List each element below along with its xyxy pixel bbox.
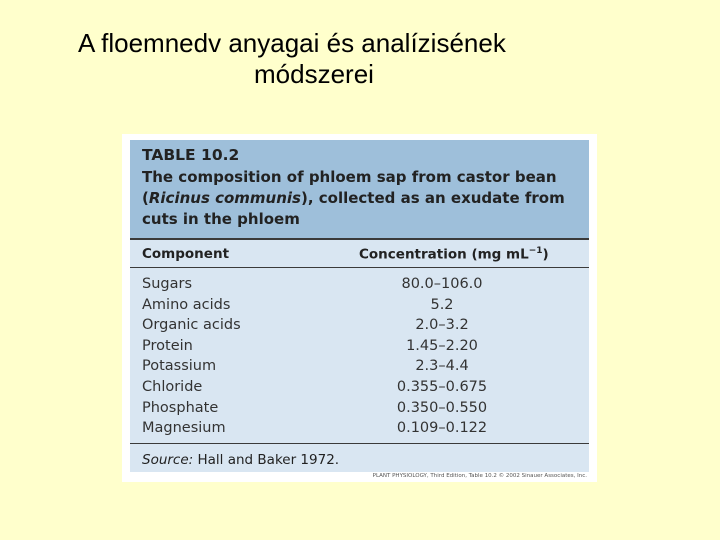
table-bottom-rule <box>130 443 589 444</box>
column-header-component: Component <box>142 246 230 262</box>
table-row <box>130 317 589 338</box>
concentration-label-close: ) <box>542 246 549 263</box>
publisher-credit: PLANT PHYSIOLOGY, Third Edition, Table 10.2 © 2002 Sinauer Associates, Inc. <box>372 473 587 479</box>
concentration-cell: 0.355–0.675 <box>396 378 488 395</box>
table-number: TABLE 10.2 <box>142 146 240 164</box>
concentration-exponent: −1 <box>528 246 543 256</box>
caption-text-start: The composition of phloem sap from castor bean ( <box>142 168 557 207</box>
concentration-cell: 0.109–0.122 <box>396 420 488 437</box>
source-text: Hall and Baker 1972. <box>193 452 340 468</box>
concentration-cell: 1.45–2.20 <box>406 337 478 354</box>
concentration-cell: 2.0–3.2 <box>415 317 469 334</box>
concentration-cell: 80.0–106.0 <box>401 276 483 292</box>
caption-text-end: ), collected as an exudate from cuts in the phloem <box>142 189 565 228</box>
table-row <box>130 358 589 379</box>
table-source <box>142 452 339 468</box>
column-header-concentration <box>359 246 549 263</box>
table-row <box>130 400 589 421</box>
concentration-cell: 2.3–4.4 <box>415 358 469 375</box>
concentration-cell: 5.2 <box>430 296 454 313</box>
table-row <box>130 276 589 297</box>
component-cell: Potassium <box>142 358 217 375</box>
phloem-composition-table <box>130 140 589 472</box>
table-header-rule <box>130 267 589 268</box>
table-row <box>130 338 589 359</box>
table-header <box>130 140 589 238</box>
table-row <box>130 379 589 400</box>
source-label: Source: <box>142 452 194 468</box>
component-cell: Sugars <box>142 276 192 292</box>
table-row <box>130 420 589 441</box>
table-figure <box>122 134 597 482</box>
slide-title-line-2: módszerei <box>254 59 374 89</box>
table-body <box>130 276 589 441</box>
component-cell: Phosphate <box>142 399 219 416</box>
component-cell: Chloride <box>142 378 203 395</box>
component-cell: Organic acids <box>142 317 241 334</box>
slide-title-line-1: A floemnedv anyagai és analízisének <box>78 28 506 58</box>
concentration-cell: 0.350–0.550 <box>396 399 488 416</box>
component-cell: Amino acids <box>142 296 231 313</box>
table-top-rule <box>130 238 589 240</box>
table-row <box>130 297 589 318</box>
concentration-label: Concentration (mg mL <box>359 246 529 263</box>
component-cell: Magnesium <box>142 420 226 437</box>
component-cell: Protein <box>142 337 193 354</box>
table-caption <box>142 167 582 230</box>
species-name: Ricinus communis <box>148 189 301 207</box>
slide-title <box>0 28 720 90</box>
